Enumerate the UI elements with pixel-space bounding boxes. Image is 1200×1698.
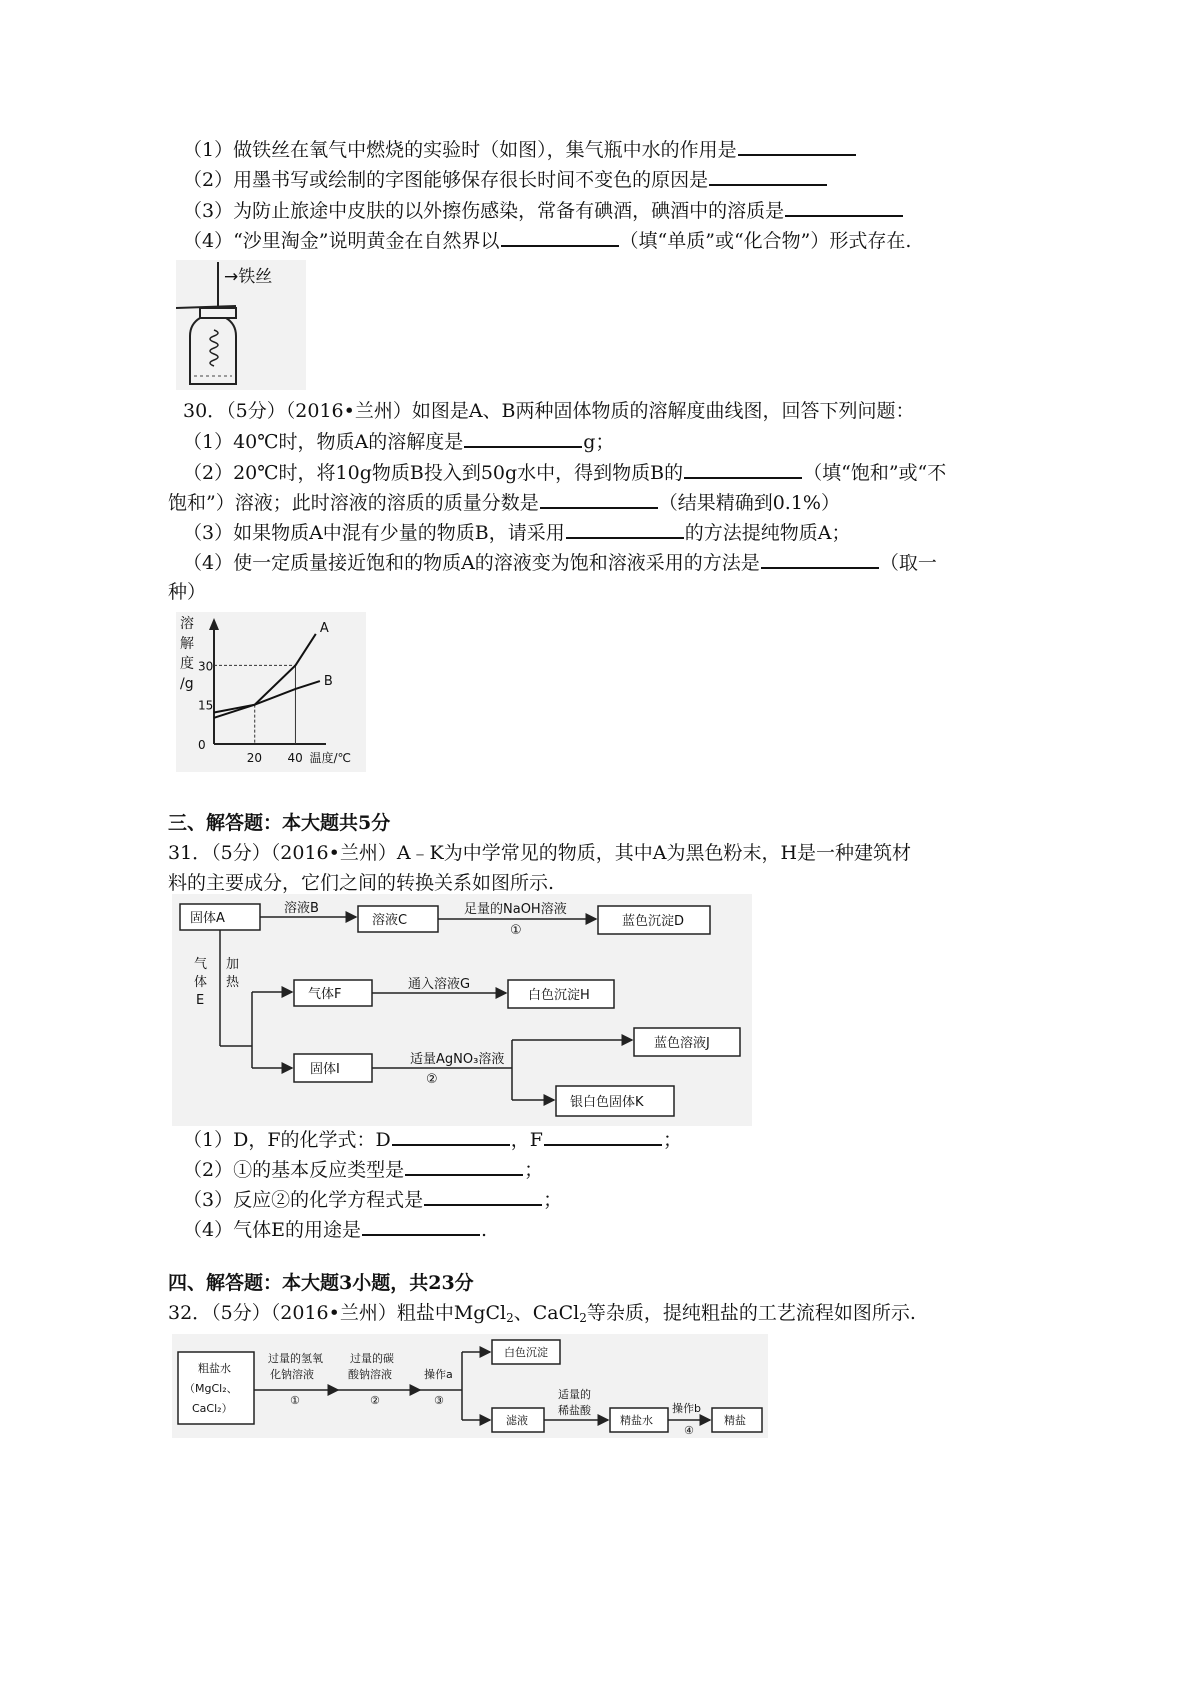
- q30-item-3-text: （3）如果物质A中混有少量的物质B，请采用: [183, 522, 565, 544]
- node-solid-i-label: 固体I: [310, 1062, 340, 1077]
- answer-blank[interactable]: [501, 227, 619, 247]
- q30-item-2a: [183, 459, 946, 486]
- node-gas-f-label: 气体F: [308, 987, 342, 1002]
- q30-item-3: [183, 519, 851, 546]
- q32-flow-diagram: [172, 1334, 768, 1438]
- q29-item-2-text: （2）用墨书写或绘制的字图能够保存很长时间不变色的原因是: [183, 169, 709, 191]
- answer-blank[interactable]: [540, 489, 658, 509]
- node-brine-input-l3: CaCl₂）: [192, 1402, 233, 1415]
- answer-blank[interactable]: [362, 1216, 480, 1236]
- step-2-num: ②: [370, 1394, 380, 1407]
- q29-item-3-text: （3）为防止旅途中皮肤的以外擦伤感染，常备有碘酒，碘酒中的溶质是: [183, 200, 785, 222]
- q29-item-4: [183, 227, 911, 254]
- step-4-l1: 适量的: [558, 1388, 591, 1401]
- section-4-heading-text: 四、解答题：本大题3小题，共23分: [168, 1272, 474, 1294]
- answer-blank[interactable]: [684, 459, 802, 479]
- q31-stem-1-text: 31．（5分）（2016•兰州）A﹣K为中学常见的物质，其中A为黑色粉末，H是一种建筑材: [168, 842, 912, 864]
- q31-stem-1: [168, 840, 911, 866]
- y-label-char: /g: [180, 676, 194, 692]
- node-salt-label: 精盐: [724, 1414, 746, 1427]
- step-3-num: ③: [434, 1394, 444, 1407]
- q31-flow-diagram: [172, 894, 752, 1126]
- q32-stem-text: 32．（5分）（2016•兰州）粗盐中MgCl: [168, 1302, 507, 1324]
- answer-blank[interactable]: [738, 136, 856, 156]
- answer-blank[interactable]: [761, 549, 879, 569]
- edge-step-1: ①: [510, 923, 522, 938]
- edge-solution-b: 溶液B: [284, 901, 319, 916]
- step-2-l1: 过量的碳: [350, 1352, 394, 1365]
- q31-answer-1-text: （1）D，F的化学式：D: [183, 1129, 391, 1151]
- node-solution-j-label: 蓝色溶液J: [654, 1036, 710, 1051]
- series-b-label: B: [323, 674, 333, 690]
- q31-answer-4: [183, 1216, 487, 1243]
- q31-answer-4-text: （4）气体E的用途是: [183, 1219, 361, 1241]
- y-tick-label: 30: [198, 659, 214, 674]
- subscript-2: 2: [579, 1311, 587, 1325]
- x-tick-label: 40: [287, 751, 303, 765]
- answer-blank[interactable]: [544, 1126, 662, 1146]
- node-solid-k-label: 银白色固体K: [570, 1095, 644, 1110]
- q31-stem-2-text: 料的主要成分，它们之间的转换关系如图所示.: [168, 872, 555, 894]
- q30-item-1-text: （1）40℃时，物质A的溶解度是: [183, 431, 464, 453]
- q30-item-2b-text: 饱和”）溶液；此时溶液的溶质的质量分数是: [168, 492, 539, 514]
- edge-gas-e-3: E: [196, 993, 205, 1008]
- iron-wire-figure: [176, 260, 306, 390]
- y-label-char: 溶: [180, 616, 194, 632]
- q31-answer-3: [183, 1186, 562, 1213]
- answer-blank[interactable]: [709, 166, 827, 186]
- q30-item-2a-tail: （填“饱和”或“不: [803, 462, 947, 484]
- q30-item-4b: [168, 579, 206, 605]
- q29-item-1-text: （1）做铁丝在氧气中燃烧的实验时（如图），集气瓶中水的作用是: [183, 139, 737, 161]
- y-label-char: 解: [180, 636, 194, 652]
- q32-stem: [168, 1300, 916, 1331]
- answer-blank[interactable]: [392, 1126, 510, 1146]
- q31-answer-3-tail: ；: [543, 1189, 563, 1211]
- q29-item-2: [183, 166, 828, 193]
- edge-agno3: 适量AgNO₃溶液: [410, 1052, 505, 1067]
- q31-answer-2: [183, 1156, 543, 1183]
- step-2-l2: 酸钠溶液: [348, 1368, 392, 1381]
- y-tick-label: 0: [198, 738, 206, 752]
- q30-item-2b: [168, 489, 840, 516]
- step-4-l2: 稀盐酸: [558, 1404, 591, 1417]
- section-4-heading: [168, 1270, 474, 1296]
- q31-answer-1-mid: ，F: [510, 1129, 543, 1151]
- answer-blank[interactable]: [405, 1156, 523, 1176]
- answer-blank[interactable]: [566, 519, 684, 539]
- node-white-precip-label: 白色沉淀: [504, 1346, 548, 1359]
- answer-blank[interactable]: [424, 1186, 542, 1206]
- node-solid-a-label: 固体A: [190, 911, 225, 926]
- q29-item-4-text: （4）“沙里淘金”说明黄金在自然界以: [183, 230, 500, 252]
- edge-gas-e-2: 体: [194, 975, 208, 990]
- y-tick-label: 15: [198, 698, 214, 713]
- y-label-char: 度: [180, 656, 194, 672]
- x-axis-label: 温度/℃: [309, 751, 351, 765]
- q30-item-4b-text: 种）: [168, 581, 207, 603]
- q29-item-4-tail: （填“单质”或“化合物”）形式存在.: [619, 230, 912, 252]
- q31-answer-2-tail: ；: [524, 1159, 544, 1181]
- subscript-2: 2: [506, 1311, 514, 1325]
- edge-heat-1: 加: [226, 957, 240, 972]
- node-precip-h-label: 白色沉淀H: [528, 988, 590, 1003]
- node-brine-input-l2: （MgCl₂、: [184, 1382, 238, 1395]
- x-tick-label: 20: [246, 751, 263, 765]
- q31-answer-1: [183, 1126, 682, 1153]
- q30-item-4a: [183, 549, 937, 576]
- q30-item-1-tail: g；: [583, 431, 615, 453]
- edge-solution-g: 通入溶液G: [408, 977, 471, 992]
- q31-answer-4-tail: .: [480, 1219, 488, 1241]
- q31-answer-1-tail: ；: [662, 1129, 682, 1151]
- q30-stem: [183, 398, 915, 424]
- q29-item-3: [183, 197, 904, 224]
- node-filtrate-label: 滤液: [506, 1414, 528, 1427]
- answer-blank[interactable]: [785, 197, 903, 217]
- edge-gas-e-1: 气: [194, 957, 208, 972]
- solubility-chart: [176, 612, 366, 772]
- section-3-heading-text: 三、解答题：本大题共5分: [168, 812, 391, 834]
- q31-answer-3-text: （3）反应②的化学方程式是: [183, 1189, 424, 1211]
- q31-answer-2-text: （2）①的基本反应类型是: [183, 1159, 405, 1181]
- q30-item-4a-tail: （取一: [879, 552, 937, 574]
- q29-item-1: [183, 136, 857, 163]
- q32-stem-mid: 、CaCl: [513, 1302, 580, 1324]
- q32-stem-tail: 等杂质，提纯粗盐的工艺流程如图所示.: [586, 1302, 916, 1324]
- step-1-num: ①: [290, 1394, 300, 1407]
- node-brine-input-l1: 粗盐水: [198, 1362, 231, 1375]
- step-5-l1: 操作b: [672, 1402, 701, 1415]
- q31-stem-2: [168, 870, 554, 896]
- q30-item-4a-text: （4）使一定质量接近饱和的物质A的溶液变为饱和溶液采用的方法是: [183, 552, 760, 574]
- step-3-l1: 操作a: [424, 1368, 453, 1381]
- q30-item-2a-text: （2）20℃时，将10g物质B投入到50g水中，得到物质B的: [183, 462, 684, 484]
- node-brine-refined-label: 精盐水: [620, 1414, 653, 1427]
- series-a-label: A: [319, 620, 329, 636]
- edge-naoh: 足量的NaOH溶液: [464, 902, 567, 917]
- step-1-l1: 过量的氢氧: [268, 1352, 323, 1365]
- answer-blank[interactable]: [464, 428, 582, 448]
- q30-item-1: [183, 428, 614, 455]
- q30-stem-text: 30．（5分）（2016•兰州）如图是A、B两种固体物质的溶解度曲线图，回答下列问题：: [183, 400, 915, 422]
- q30-item-2b-tail: （结果精确到0.1%）: [658, 492, 840, 514]
- node-precip-d-label: 蓝色沉淀D: [622, 914, 685, 929]
- iron-wire-label: →铁丝: [224, 267, 273, 287]
- edge-heat-2: 热: [226, 975, 240, 990]
- step-5-num: ④: [684, 1424, 694, 1437]
- q30-item-3-tail: 的方法提纯物质A；: [684, 522, 851, 544]
- step-1-l2: 化钠溶液: [270, 1368, 314, 1381]
- node-solution-c-label: 溶液C: [372, 913, 408, 928]
- section-3-heading: [168, 810, 390, 836]
- edge-step-2: ②: [426, 1072, 438, 1087]
